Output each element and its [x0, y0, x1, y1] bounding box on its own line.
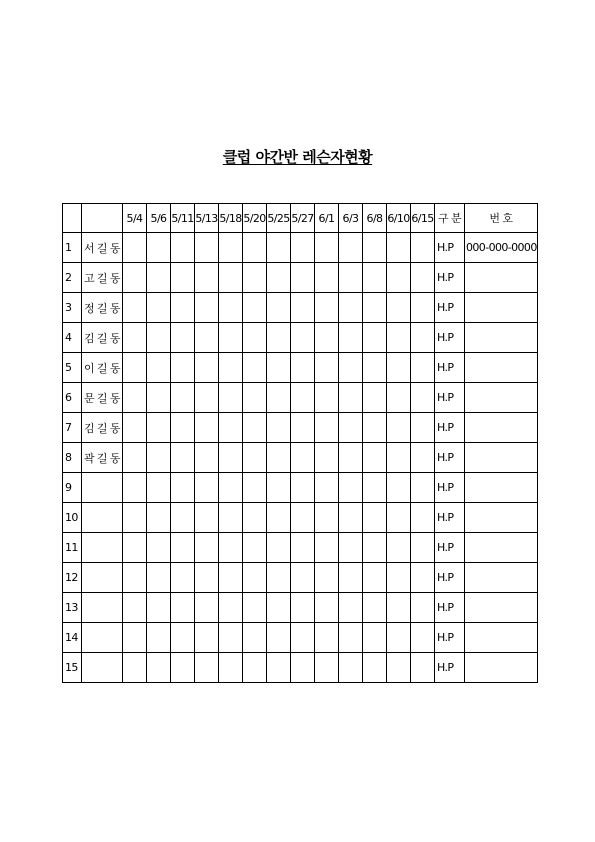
phone-number	[465, 323, 538, 353]
attendance-cell	[387, 353, 411, 383]
contact-type: H.P	[435, 623, 465, 653]
member-name	[82, 593, 123, 623]
attendance-cell	[315, 503, 339, 533]
attendance-cell	[387, 383, 411, 413]
attendance-cell	[243, 653, 267, 683]
attendance-cell	[291, 233, 315, 263]
attendance-cell	[195, 413, 219, 443]
table-row	[63, 413, 538, 443]
attendance-cell	[339, 383, 363, 413]
phone-number: 000-000-0000	[465, 233, 538, 263]
contact-type: H.P	[435, 353, 465, 383]
attendance-cell	[195, 443, 219, 473]
attendance-cell	[147, 563, 171, 593]
contact-type: H.P	[435, 383, 465, 413]
attendance-cell	[123, 233, 147, 263]
attendance-cell	[387, 503, 411, 533]
attendance-cell	[363, 233, 387, 263]
attendance-cell	[243, 503, 267, 533]
attendance-cell	[411, 413, 435, 443]
contact-type: H.P	[435, 413, 465, 443]
attendance-cell	[147, 503, 171, 533]
table-row	[63, 323, 538, 353]
attendance-cell	[171, 323, 195, 353]
phone-number	[465, 503, 538, 533]
row-number: 13	[63, 593, 82, 623]
attendance-cell	[387, 623, 411, 653]
table-row	[63, 263, 538, 293]
table-row	[63, 653, 538, 683]
attendance-cell	[291, 593, 315, 623]
member-name: 김 길 동	[82, 413, 123, 443]
attendance-cell	[339, 593, 363, 623]
attendance-cell	[195, 653, 219, 683]
attendance-cell	[315, 653, 339, 683]
phone-number	[465, 593, 538, 623]
attendance-cell	[291, 353, 315, 383]
attendance-cell	[171, 263, 195, 293]
header-date: 5/18	[219, 204, 243, 233]
attendance-cell	[411, 533, 435, 563]
attendance-cell	[123, 533, 147, 563]
attendance-cell	[291, 503, 315, 533]
attendance-cell	[387, 413, 411, 443]
attendance-cell	[147, 383, 171, 413]
header-date: 5/6	[147, 204, 171, 233]
attendance-cell	[243, 533, 267, 563]
attendance-cell	[411, 443, 435, 473]
attendance-cell	[147, 323, 171, 353]
phone-number	[465, 473, 538, 503]
table-header	[63, 204, 538, 233]
attendance-cell	[243, 233, 267, 263]
lesson-roster-table	[62, 203, 538, 683]
attendance-cell	[123, 593, 147, 623]
attendance-cell	[291, 653, 315, 683]
attendance-cell	[387, 563, 411, 593]
attendance-cell	[219, 353, 243, 383]
attendance-cell	[219, 413, 243, 443]
attendance-cell	[267, 413, 291, 443]
attendance-cell	[411, 473, 435, 503]
attendance-cell	[387, 533, 411, 563]
header-phone: 번 호	[465, 204, 538, 233]
table-row	[63, 473, 538, 503]
attendance-cell	[243, 353, 267, 383]
attendance-cell	[219, 563, 243, 593]
attendance-cell	[291, 383, 315, 413]
attendance-cell	[315, 233, 339, 263]
attendance-cell	[339, 353, 363, 383]
row-number: 2	[63, 263, 82, 293]
attendance-cell	[219, 233, 243, 263]
attendance-cell	[267, 563, 291, 593]
member-name: 정 길 동	[82, 293, 123, 323]
attendance-cell	[219, 623, 243, 653]
attendance-cell	[291, 293, 315, 323]
table-row	[63, 443, 538, 473]
attendance-cell	[291, 623, 315, 653]
member-name: 문 길 동	[82, 383, 123, 413]
attendance-cell	[243, 263, 267, 293]
attendance-cell	[195, 383, 219, 413]
attendance-cell	[363, 623, 387, 653]
attendance-cell	[219, 593, 243, 623]
attendance-cell	[219, 443, 243, 473]
attendance-cell	[411, 653, 435, 683]
attendance-cell	[147, 233, 171, 263]
attendance-cell	[171, 383, 195, 413]
attendance-cell	[363, 473, 387, 503]
attendance-cell	[411, 563, 435, 593]
table-row	[63, 503, 538, 533]
attendance-cell	[315, 443, 339, 473]
header-date: 5/25	[267, 204, 291, 233]
row-number: 7	[63, 413, 82, 443]
attendance-cell	[267, 533, 291, 563]
attendance-cell	[267, 293, 291, 323]
row-number: 6	[63, 383, 82, 413]
attendance-cell	[243, 443, 267, 473]
attendance-cell	[267, 473, 291, 503]
row-number: 8	[63, 443, 82, 473]
attendance-cell	[339, 563, 363, 593]
attendance-cell	[171, 563, 195, 593]
attendance-cell	[243, 563, 267, 593]
header-date: 5/11	[171, 204, 195, 233]
attendance-cell	[243, 473, 267, 503]
contact-type: H.P	[435, 293, 465, 323]
attendance-cell	[267, 263, 291, 293]
attendance-cell	[291, 323, 315, 353]
attendance-cell	[363, 263, 387, 293]
attendance-cell	[363, 293, 387, 323]
table-row	[63, 383, 538, 413]
phone-number	[465, 293, 538, 323]
header-type: 구 분	[435, 204, 465, 233]
attendance-cell	[387, 263, 411, 293]
attendance-cell	[339, 323, 363, 353]
attendance-cell	[195, 593, 219, 623]
attendance-cell	[267, 503, 291, 533]
attendance-cell	[363, 443, 387, 473]
phone-number	[465, 653, 538, 683]
attendance-cell	[411, 503, 435, 533]
attendance-cell	[315, 293, 339, 323]
attendance-cell	[123, 623, 147, 653]
table-body	[63, 233, 538, 683]
row-number: 9	[63, 473, 82, 503]
attendance-cell	[339, 413, 363, 443]
attendance-cell	[267, 353, 291, 383]
attendance-cell	[195, 323, 219, 353]
attendance-cell	[243, 593, 267, 623]
header-date: 6/10	[387, 204, 411, 233]
attendance-cell	[315, 563, 339, 593]
contact-type: H.P	[435, 563, 465, 593]
attendance-cell	[363, 563, 387, 593]
attendance-cell	[339, 293, 363, 323]
attendance-cell	[339, 653, 363, 683]
phone-number	[465, 353, 538, 383]
attendance-cell	[387, 593, 411, 623]
attendance-cell	[171, 623, 195, 653]
attendance-cell	[147, 413, 171, 443]
member-name: 서 길 동	[82, 233, 123, 263]
attendance-cell	[147, 533, 171, 563]
attendance-cell	[267, 323, 291, 353]
row-number: 14	[63, 623, 82, 653]
attendance-cell	[387, 443, 411, 473]
attendance-cell	[315, 413, 339, 443]
attendance-cell	[339, 503, 363, 533]
attendance-cell	[387, 323, 411, 353]
attendance-cell	[171, 233, 195, 263]
attendance-cell	[243, 293, 267, 323]
header-row	[63, 204, 538, 233]
contact-type: H.P	[435, 233, 465, 263]
attendance-cell	[291, 413, 315, 443]
attendance-cell	[123, 323, 147, 353]
attendance-cell	[363, 383, 387, 413]
attendance-cell	[123, 563, 147, 593]
table-row	[63, 593, 538, 623]
row-number: 1	[63, 233, 82, 263]
attendance-cell	[147, 653, 171, 683]
header-date: 5/4	[123, 204, 147, 233]
attendance-cell	[123, 503, 147, 533]
attendance-cell	[339, 473, 363, 503]
attendance-cell	[411, 593, 435, 623]
member-name: 김 길 동	[82, 323, 123, 353]
attendance-cell	[339, 233, 363, 263]
attendance-cell	[171, 533, 195, 563]
attendance-cell	[195, 623, 219, 653]
attendance-cell	[195, 533, 219, 563]
member-name	[82, 563, 123, 593]
attendance-cell	[339, 623, 363, 653]
attendance-cell	[411, 623, 435, 653]
attendance-cell	[267, 653, 291, 683]
contact-type: H.P	[435, 653, 465, 683]
table-row	[63, 623, 538, 653]
attendance-cell	[339, 443, 363, 473]
attendance-cell	[411, 353, 435, 383]
contact-type: H.P	[435, 473, 465, 503]
member-name	[82, 653, 123, 683]
row-number: 5	[63, 353, 82, 383]
member-name: 고 길 동	[82, 263, 123, 293]
attendance-cell	[291, 443, 315, 473]
attendance-cell	[195, 293, 219, 323]
attendance-cell	[219, 533, 243, 563]
attendance-cell	[171, 353, 195, 383]
attendance-cell	[147, 443, 171, 473]
phone-number	[465, 263, 538, 293]
attendance-cell	[123, 413, 147, 443]
attendance-cell	[363, 653, 387, 683]
attendance-cell	[171, 653, 195, 683]
header-date: 6/8	[363, 204, 387, 233]
attendance-cell	[195, 263, 219, 293]
attendance-cell	[171, 293, 195, 323]
contact-type: H.P	[435, 533, 465, 563]
attendance-cell	[171, 503, 195, 533]
header-date: 6/1	[315, 204, 339, 233]
attendance-cell	[219, 503, 243, 533]
attendance-cell	[315, 353, 339, 383]
row-number: 3	[63, 293, 82, 323]
attendance-cell	[411, 293, 435, 323]
attendance-cell	[219, 473, 243, 503]
attendance-cell	[123, 443, 147, 473]
attendance-cell	[411, 263, 435, 293]
attendance-cell	[147, 293, 171, 323]
attendance-cell	[315, 473, 339, 503]
header-date: 5/27	[291, 204, 315, 233]
attendance-cell	[363, 593, 387, 623]
row-number: 4	[63, 323, 82, 353]
contact-type: H.P	[435, 443, 465, 473]
attendance-cell	[195, 473, 219, 503]
attendance-cell	[195, 353, 219, 383]
attendance-cell	[267, 383, 291, 413]
member-name: 곽 길 동	[82, 443, 123, 473]
attendance-cell	[123, 473, 147, 503]
table-row	[63, 353, 538, 383]
attendance-cell	[171, 413, 195, 443]
attendance-cell	[315, 593, 339, 623]
attendance-cell	[147, 473, 171, 503]
attendance-cell	[387, 653, 411, 683]
attendance-cell	[411, 233, 435, 263]
phone-number	[465, 623, 538, 653]
attendance-cell	[243, 323, 267, 353]
phone-number	[465, 563, 538, 593]
row-number: 10	[63, 503, 82, 533]
attendance-cell	[147, 623, 171, 653]
phone-number	[465, 533, 538, 563]
header-date: 5/13	[195, 204, 219, 233]
attendance-cell	[123, 263, 147, 293]
attendance-cell	[243, 623, 267, 653]
attendance-cell	[171, 443, 195, 473]
attendance-cell	[387, 473, 411, 503]
attendance-cell	[195, 233, 219, 263]
contact-type: H.P	[435, 503, 465, 533]
row-number: 12	[63, 563, 82, 593]
attendance-cell	[219, 383, 243, 413]
attendance-cell	[219, 263, 243, 293]
attendance-cell	[315, 263, 339, 293]
attendance-cell	[147, 353, 171, 383]
attendance-cell	[243, 383, 267, 413]
phone-number	[465, 413, 538, 443]
attendance-cell	[123, 383, 147, 413]
attendance-cell	[387, 293, 411, 323]
attendance-cell	[219, 653, 243, 683]
attendance-cell	[411, 383, 435, 413]
header-no	[63, 204, 82, 233]
table-row	[63, 293, 538, 323]
attendance-cell	[267, 593, 291, 623]
table-row	[63, 563, 538, 593]
member-name	[82, 473, 123, 503]
table-row	[63, 533, 538, 563]
header-name	[82, 204, 123, 233]
member-name	[82, 533, 123, 563]
attendance-cell	[291, 263, 315, 293]
row-number: 11	[63, 533, 82, 563]
row-number: 15	[63, 653, 82, 683]
attendance-cell	[291, 533, 315, 563]
attendance-cell	[267, 443, 291, 473]
attendance-cell	[147, 593, 171, 623]
attendance-cell	[315, 323, 339, 353]
page-title: 클럽 야간반 레슨자현황	[222, 148, 373, 166]
phone-number	[465, 443, 538, 473]
contact-type: H.P	[435, 593, 465, 623]
attendance-cell	[363, 533, 387, 563]
attendance-cell	[339, 533, 363, 563]
contact-type: H.P	[435, 323, 465, 353]
attendance-cell	[195, 503, 219, 533]
attendance-cell	[339, 263, 363, 293]
attendance-cell	[123, 353, 147, 383]
member-name: 이 길 동	[82, 353, 123, 383]
attendance-cell	[243, 413, 267, 443]
attendance-cell	[363, 503, 387, 533]
attendance-cell	[291, 473, 315, 503]
phone-number	[465, 383, 538, 413]
member-name	[82, 503, 123, 533]
header-date: 5/20	[243, 204, 267, 233]
attendance-cell	[387, 233, 411, 263]
attendance-cell	[147, 263, 171, 293]
attendance-cell	[363, 323, 387, 353]
attendance-cell	[219, 323, 243, 353]
attendance-cell	[267, 623, 291, 653]
attendance-cell	[171, 473, 195, 503]
attendance-cell	[315, 383, 339, 413]
attendance-cell	[195, 563, 219, 593]
attendance-cell	[267, 233, 291, 263]
header-date: 6/3	[339, 204, 363, 233]
attendance-cell	[315, 623, 339, 653]
attendance-cell	[291, 563, 315, 593]
attendance-cell	[123, 293, 147, 323]
attendance-cell	[315, 533, 339, 563]
attendance-cell	[363, 353, 387, 383]
table-row	[63, 233, 538, 263]
attendance-cell	[219, 293, 243, 323]
attendance-cell	[123, 653, 147, 683]
attendance-cell	[363, 413, 387, 443]
attendance-cell	[411, 323, 435, 353]
member-name	[82, 623, 123, 653]
contact-type: H.P	[435, 263, 465, 293]
header-date: 6/15	[411, 204, 435, 233]
attendance-cell	[171, 593, 195, 623]
